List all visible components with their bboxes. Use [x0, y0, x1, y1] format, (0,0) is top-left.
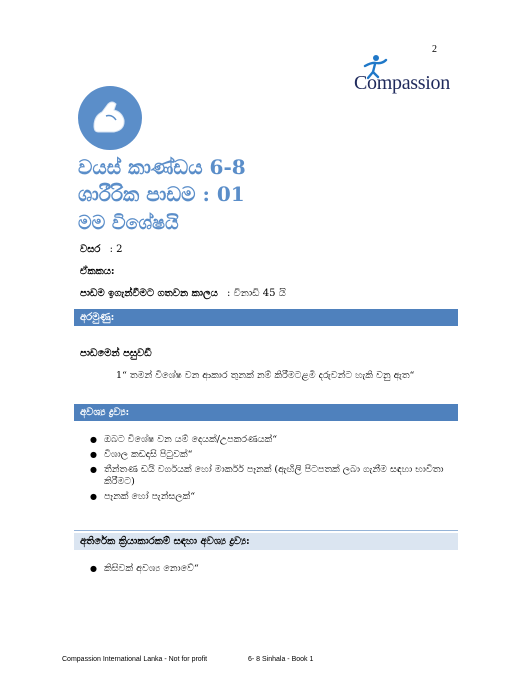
list-item: ● කිසිවක් අවශ්‍ය නොවේ“	[90, 563, 456, 575]
page-number: 2	[432, 44, 437, 55]
page-title-topic: මම විශේෂයි	[78, 212, 179, 234]
meta-unit	[80, 266, 115, 277]
footer-right: 6- 8 Sinhala - Book 1	[248, 656, 314, 663]
meta-time	[80, 288, 286, 299]
flexed-arm-icon	[78, 86, 142, 150]
compassion-logo	[354, 54, 464, 96]
materials-list	[90, 434, 456, 506]
footer-left: Compassion International Lanka - Not for profit	[62, 656, 208, 663]
list-item: ● පෑනක් හෝ පැන්සලක්“	[90, 491, 456, 503]
lesson-outcome-label: පාඩමෙන් පසුවඩී	[80, 348, 152, 359]
meta-time-label: පාඩම ඉගැන්වීමට ගතවන කාලය	[80, 288, 218, 299]
page-title-age-group: වයස් කාණ්ඩය 6-8	[78, 155, 246, 179]
objectives-header: අරමුණු:	[74, 309, 458, 326]
list-item: ● ඔබට විශේෂ වන යම් දෙයක්/උපකරණයක්“	[90, 434, 456, 446]
extra-materials-list	[90, 563, 456, 578]
page-title-lesson: ශාරීරික පාඩම : 01	[78, 182, 245, 206]
meta-week-value: : 2	[109, 244, 123, 255]
list-item: ● විශාල කඩදාසි පිටුවක්“	[90, 449, 456, 461]
list-item: ● තීන්තණ ඩයි වර්ගයක් හෝ මාර්කර් පෑනක් (ඇඟිලි පිටපතක් ලබා ගැනීම සඳහා භාවිතා කිරීමට)	[90, 464, 456, 488]
meta-week	[80, 244, 123, 255]
materials-header: අවශ්‍ය ද්‍රව්‍ය:	[74, 404, 458, 421]
meta-time-value: : විනාඩි 45 යි	[227, 288, 286, 299]
meta-unit-label: ඒකකය:	[80, 266, 115, 277]
meta-week-label: වසර	[80, 244, 101, 255]
divider	[74, 530, 458, 531]
logo-text: Compassion	[354, 72, 450, 94]
lesson-outcome-text: 1“ තමන් විශේෂ වන ආකාර තුනක් නම් කිරීමටළමි දරුවන්ට හැකි වනු ඇත“	[116, 370, 415, 381]
extra-materials-header: අතිරේක ක්‍රියාකාරකම් සඳහා අවශ්‍ය ද්‍රව්‍ය:	[74, 533, 458, 550]
